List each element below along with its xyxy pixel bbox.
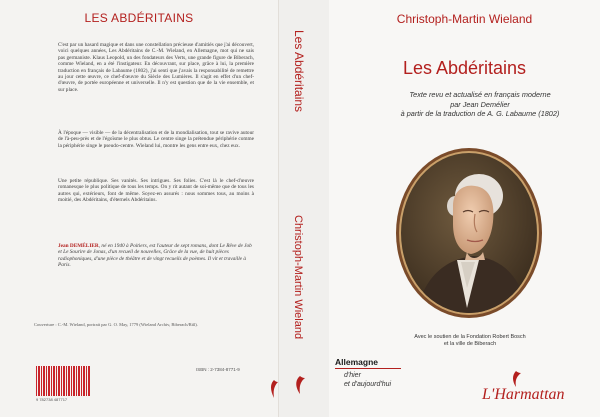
- support-line-2: et la ville de Biberach: [443, 341, 497, 347]
- collection-sub-line-1: d'hier: [344, 372, 361, 379]
- collection-divider: [335, 368, 401, 369]
- collection-name: Allemagne: [335, 357, 378, 367]
- subtitle-line-3: à partir de la traduction de A. G. Labaume (1802): [400, 109, 560, 118]
- harmattan-logo: [288, 375, 314, 395]
- author-bio: [58, 243, 254, 269]
- support-note: [395, 334, 545, 348]
- isbn: ISBN : 2-7384-8771-9: [196, 367, 240, 372]
- back-title: LES ABDÉRITAINS: [84, 11, 194, 25]
- collection-subtitle: [344, 371, 391, 389]
- spine-author: Christoph-Martin Wieland: [292, 215, 304, 340]
- support-line-1: Avec le soutien de la Fondation Robert Bosch: [414, 334, 526, 340]
- barcode-number: 9 782738 487717: [36, 397, 68, 402]
- portrait-illustration: [395, 148, 543, 318]
- barcode: [36, 366, 90, 396]
- cover-credit: Couverture : C.-M. Wieland, portrait par G. O. May, 1779 (Wieland Archiv, Biberach/Riß).: [34, 322, 198, 327]
- subtitle-line-1: Texte revu et actualisé en français moderne: [409, 90, 551, 99]
- author-bio-text: , né en 1940 à Poitiers, est l'auteur de sept romans, dont Le Rêve de Job et Le Sourire de Jonas, d'un recueil de nouvelles, Grâce de la vue, de huit pièces radiophoniques, d'une pièce de théâtre et de vingt recueils de poèmes. Il vit et travaille à Paris.: [58, 243, 252, 269]
- front-author: Christoph-Martin Wieland: [396, 12, 533, 26]
- publisher-name: L'Harmattan: [482, 386, 565, 403]
- back-paragraph-3: Une petite république. Ses vanités. Ses intrigues. Ses folies. C'est là le chef-d'œuvre romanesque le plus politique de tous les temps. On y rit autant de soi-même que de tous les autres qui, extérieurs, font de même. Soyez-en assurés : nous sommes tous, au moins à moitié, des Abdéritains, d'éternels Abdéritains.: [58, 178, 254, 204]
- back-paragraph-1: C'est par un hasard magique et dans une constellation précieuse d'amitiés que j'ai découvert, voici quelques années, Les Abdéritains de C.-M. Wieland, en Allemagne, mot qui ne sais pas germaniste. Klaus Leopold, un des fondateurs des Verts, une grande figure de Biberach, comme Wieland, en a été l'instigateur. En découvrant, sur place, grâce à lui, la première traduction en français de Labaume (1802), j'ai senti que j'avais la responsabilité de remettre au jour cette œuvre, ce chef-d'œuvre du Siècle des Lumières. Il s'agit en effet d'un chef-d'œuvre, de portée européenne et universelle. Il n'y est question que de la vie ensemble, et sur place.: [58, 42, 254, 93]
- front-subtitle: [386, 90, 574, 119]
- author-name: Jean DEMÉLIER: [58, 243, 99, 249]
- subtitle-line-2: par Jean Demélier: [450, 99, 510, 109]
- spine-title: Les Abdéritains: [292, 30, 306, 113]
- front-title: Les Abdéritains: [402, 58, 527, 78]
- back-paragraph-2: À l'époque — visible — de la décentralisation et de la mondialisation, tout se ravive autour de l'à-peu-près et de l'égoïsme le plus obtus. Le centre singe la prétendue périphérie comme la périphérie singe le pseudo-centre. Wieland lui, montre les gens entre eux, chez eux.: [58, 130, 254, 149]
- collection-sub-line-2: et d'aujourd'hui: [344, 381, 392, 388]
